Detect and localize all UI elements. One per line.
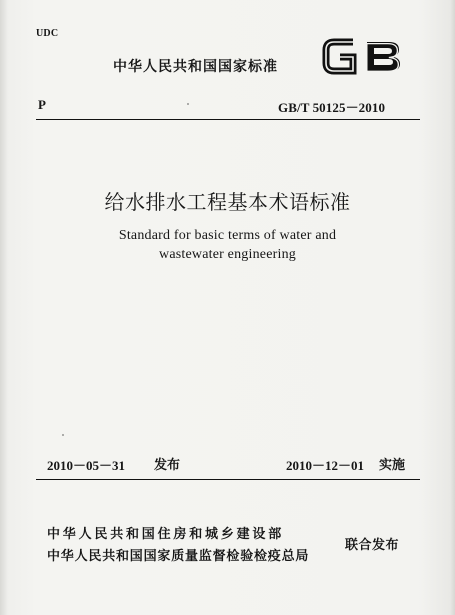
implementation-label: 实施 xyxy=(379,458,406,473)
issue-date: 2010－05－31 xyxy=(47,458,126,473)
chinese-title: 给水排水工程基本术语标准 xyxy=(104,190,351,214)
udc-classification: UDC xyxy=(36,28,59,39)
english-title-line-2: wastewater engineering xyxy=(159,247,296,262)
issuer-ministry-housing: 中华人民共和国住房和城乡建设部 xyxy=(47,527,285,542)
scan-speck xyxy=(62,434,64,436)
issuer-quality-inspection: 中华人民共和国国家质量监督检验检疫总局 xyxy=(47,549,310,564)
footer-divider xyxy=(36,479,420,480)
english-title-line-1: Standard for basic terms of water and xyxy=(118,228,337,243)
joint-release-label: 联合发布 xyxy=(345,538,400,553)
scan-shadow-right xyxy=(450,0,455,615)
scan-shadow-left xyxy=(0,0,8,615)
implementation-date: 2010－12－01 xyxy=(286,458,365,473)
standard-category: P xyxy=(38,97,46,112)
header-divider xyxy=(36,119,420,120)
standard-code: GB/T 50125－2010 xyxy=(278,100,386,115)
gb-logo xyxy=(319,34,407,79)
national-standard-heading: 中华人民共和国国家标准 xyxy=(113,59,278,75)
scan-speck xyxy=(187,103,189,105)
issue-label: 发布 xyxy=(154,458,181,473)
